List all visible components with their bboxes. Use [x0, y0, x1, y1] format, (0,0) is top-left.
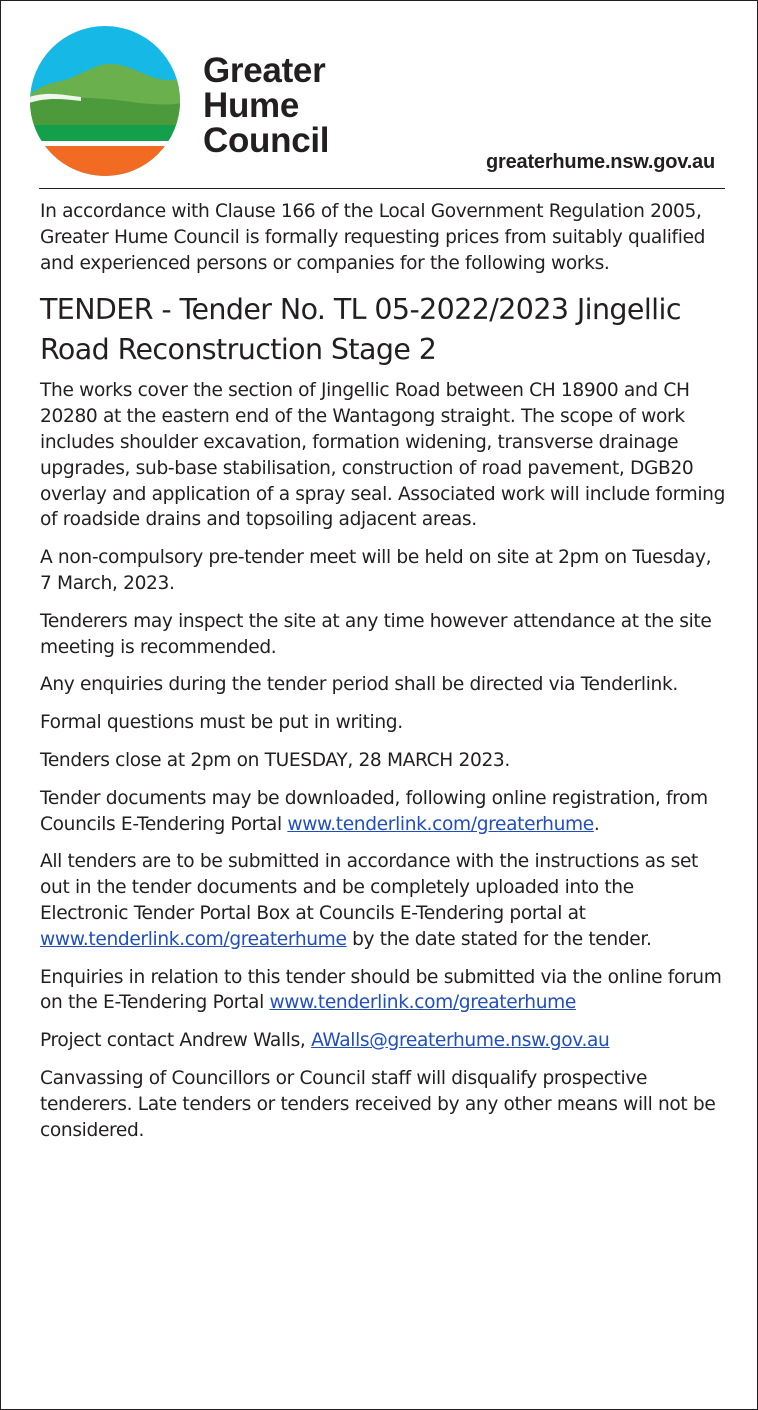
submission-link[interactable]: www.tenderlink.com/greaterhume [40, 928, 347, 950]
formal-questions-paragraph: Formal questions must be put in writing. [40, 712, 403, 734]
council-name-line1: Greater [203, 51, 326, 90]
documents-text: Tender documents may be downloaded, following online registration, from Councils E-Tendering Portal [40, 787, 708, 835]
documents-link[interactable]: www.tenderlink.com/greaterhume [287, 813, 594, 835]
documents-after: . [593, 813, 600, 835]
council-name-line3: Council [203, 121, 330, 160]
submission-text: All tenders are to be submitted in accordance with the instructions as set out in the tender documents and be completely uploaded into the Electronic Tender Portal Box at Councils E-Tendering portal at [40, 851, 698, 924]
forum-text: Enquiries in relation to this tender should be submitted via the online forum on the E-Tendering Portal [40, 966, 722, 1014]
tender-title: TENDER - Tender No. TL 05-2022/2023 Jingellic Road Reconstruction Stage 2 [40, 293, 681, 367]
meeting-paragraph: A non-compulsory pre-tender meet will be held on site at 2pm on Tuesday, 7 March, 2023. [40, 547, 712, 594]
close-date-paragraph: Tenders close at 2pm on TUESDAY, 28 MARCH 2023. [40, 749, 510, 771]
submission-paragraph [40, 849, 726, 952]
enquiries-period-paragraph: Any enquiries during the tender period shall be directed via Tenderlink. [40, 674, 678, 696]
contact-paragraph [40, 1028, 726, 1054]
website-url: greaterhume.nsw.gov.au [486, 151, 715, 173]
canvassing-paragraph: Canvassing of Councillors or Council staff will disqualify prospective tenderers. Late tenders or tenders received by any other means will not be considered. [40, 1067, 716, 1141]
inspect-paragraph: Tenderers may inspect the site at any time however attendance at the site meeting is recommended. [40, 610, 712, 658]
header-divider [39, 188, 725, 189]
scope-paragraph: The works cover the section of Jingellic Road between CH 18900 and CH 20280 at the eastern end of the Wantagong straight. The scope of work includes shoulder excavation, formation widening, transverse drainage upgrades, sub-base stabilisation, construction of road pavement, DGB20 overlay and application of a spray seal. Associated work will include forming of roadside drains and topsoiling adjacent areas. [40, 380, 726, 531]
council-name-line2: Hume [203, 86, 300, 125]
forum-paragraph [40, 965, 726, 1017]
contact-text: Project contact Andrew Walls, [40, 1030, 312, 1052]
council-name [203, 53, 329, 158]
forum-link[interactable]: www.tenderlink.com/greaterhume [269, 992, 576, 1014]
contact-email-link[interactable]: AWalls@greaterhume.nsw.gov.au [311, 1030, 610, 1052]
council-logo-icon [29, 25, 181, 177]
notice-body [40, 199, 726, 1155]
submission-after: by the date stated for the tender. [346, 928, 652, 950]
documents-paragraph [40, 786, 726, 838]
intro-paragraph: In accordance with Clause 166 of the Local Government Regulation 2005, Greater Hume Council is formally requesting prices from suitably qualified and experienced persons or companies for the following works. [40, 201, 706, 274]
